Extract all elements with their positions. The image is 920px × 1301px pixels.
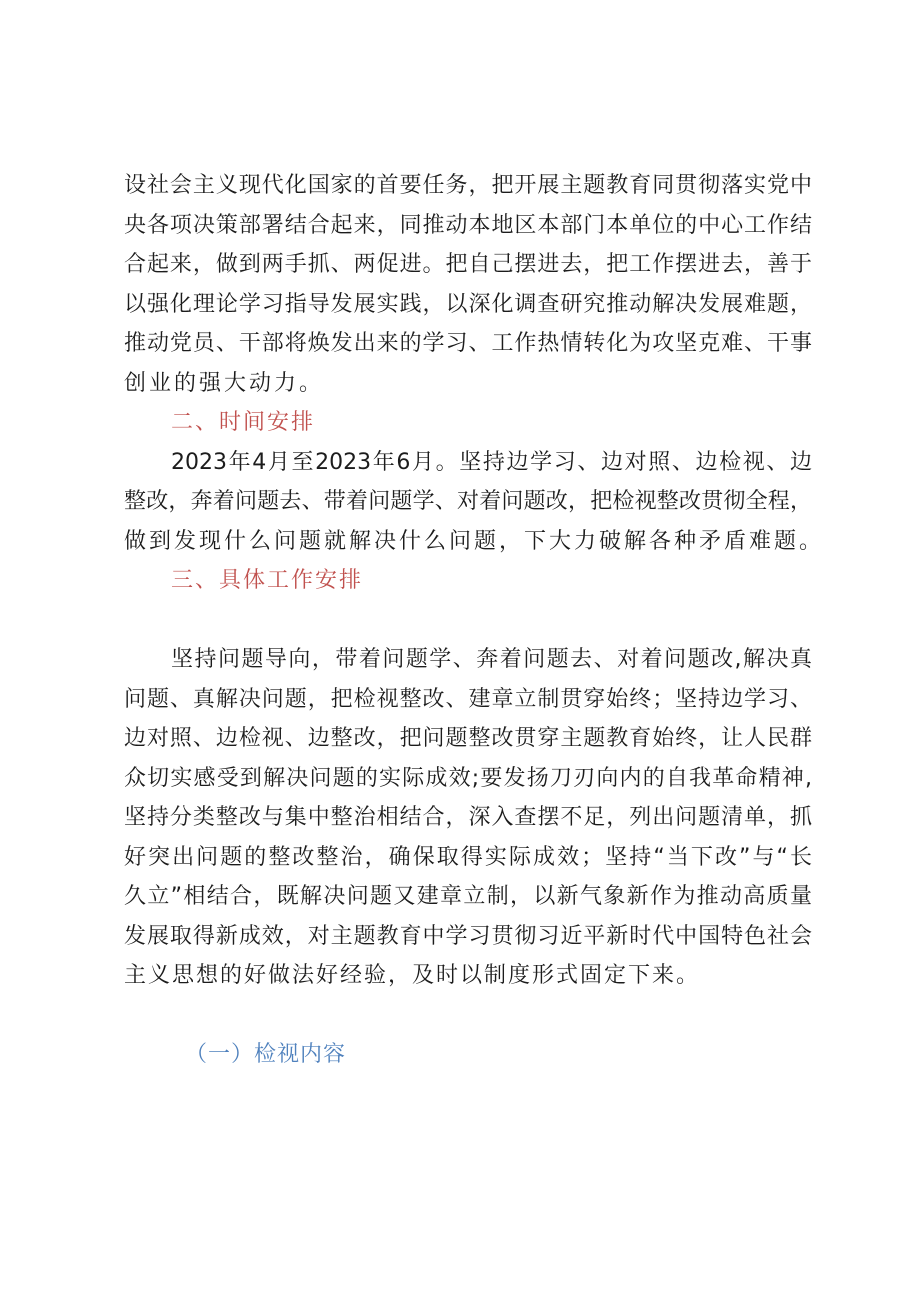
subsection-heading: （一）检视内容 <box>185 1042 347 1067</box>
paragraph-line: 推动党员、干部将焕发出来的学习、工作热情转化为攻坚克难、干事 <box>124 331 812 356</box>
paragraph-line: 主义思想的好做法好经验，及时以制度形式固定下来。 <box>124 963 701 988</box>
section-heading: 二、时间安排 <box>171 410 316 435</box>
paragraph-line: 发展取得新成效，对主题教育中学习贯彻习近平新时代中国特色社会 <box>124 924 812 949</box>
paragraph-line: 坚持问题导向，带着问题学、奔着问题去、对着问题改,解决真 <box>171 647 812 672</box>
paragraph-line: 设社会主义现代化国家的首要任务，把开展主题教育同贯彻落实党中 <box>124 173 812 198</box>
paragraph-line: 问题、真解决问题，把检视整改、建章立制贯穿始终；坚持边学习、 <box>124 687 812 712</box>
paragraph-line: 合起来，做到两手抓、两促进。把自己摆进去，把工作摆进去，善于 <box>124 252 812 277</box>
paragraph-line: 央各项决策部署结合起来，同推动本地区本部门本单位的中心工作结 <box>124 213 812 238</box>
paragraph-line: 创业的强大动力。 <box>124 371 325 396</box>
paragraph-line: 做到发现什么问题就解决什么问题，下大力破解各种矛盾难题。 <box>124 529 825 554</box>
paragraph-line: 好突出问题的整改整治，确保取得实际成效；坚持“当下改”与“长 <box>124 845 812 870</box>
paragraph-line: 边对照、边检视、边整改，把问题整改贯穿主题教育始终，让人民群 <box>124 726 812 751</box>
paragraph-line: 坚持分类整改与集中整治相结合，深入查摆不足，列出问题清单，抓 <box>124 805 812 830</box>
paragraph-line: 众切实感受到解决问题的实际成效;要发扬刀刃向内的自我革命精神, <box>124 766 812 791</box>
paragraph-line: 以强化理论学习指导发展实践，以深化调查研究推动解决发展难题， <box>124 292 812 317</box>
paragraph-line: 久立”相结合，既解决问题又建章立制，以新气象新作为推动高质量 <box>124 884 812 909</box>
section-heading: 三、具体工作安排 <box>171 568 364 593</box>
paragraph-line: 整改，奔着问题去、带着问题学、对着问题改，把检视整改贯彻全程， <box>124 489 812 514</box>
paragraph-line: 2023年4月至2023年6月。坚持边学习、边对照、边检视、边 <box>171 450 812 475</box>
